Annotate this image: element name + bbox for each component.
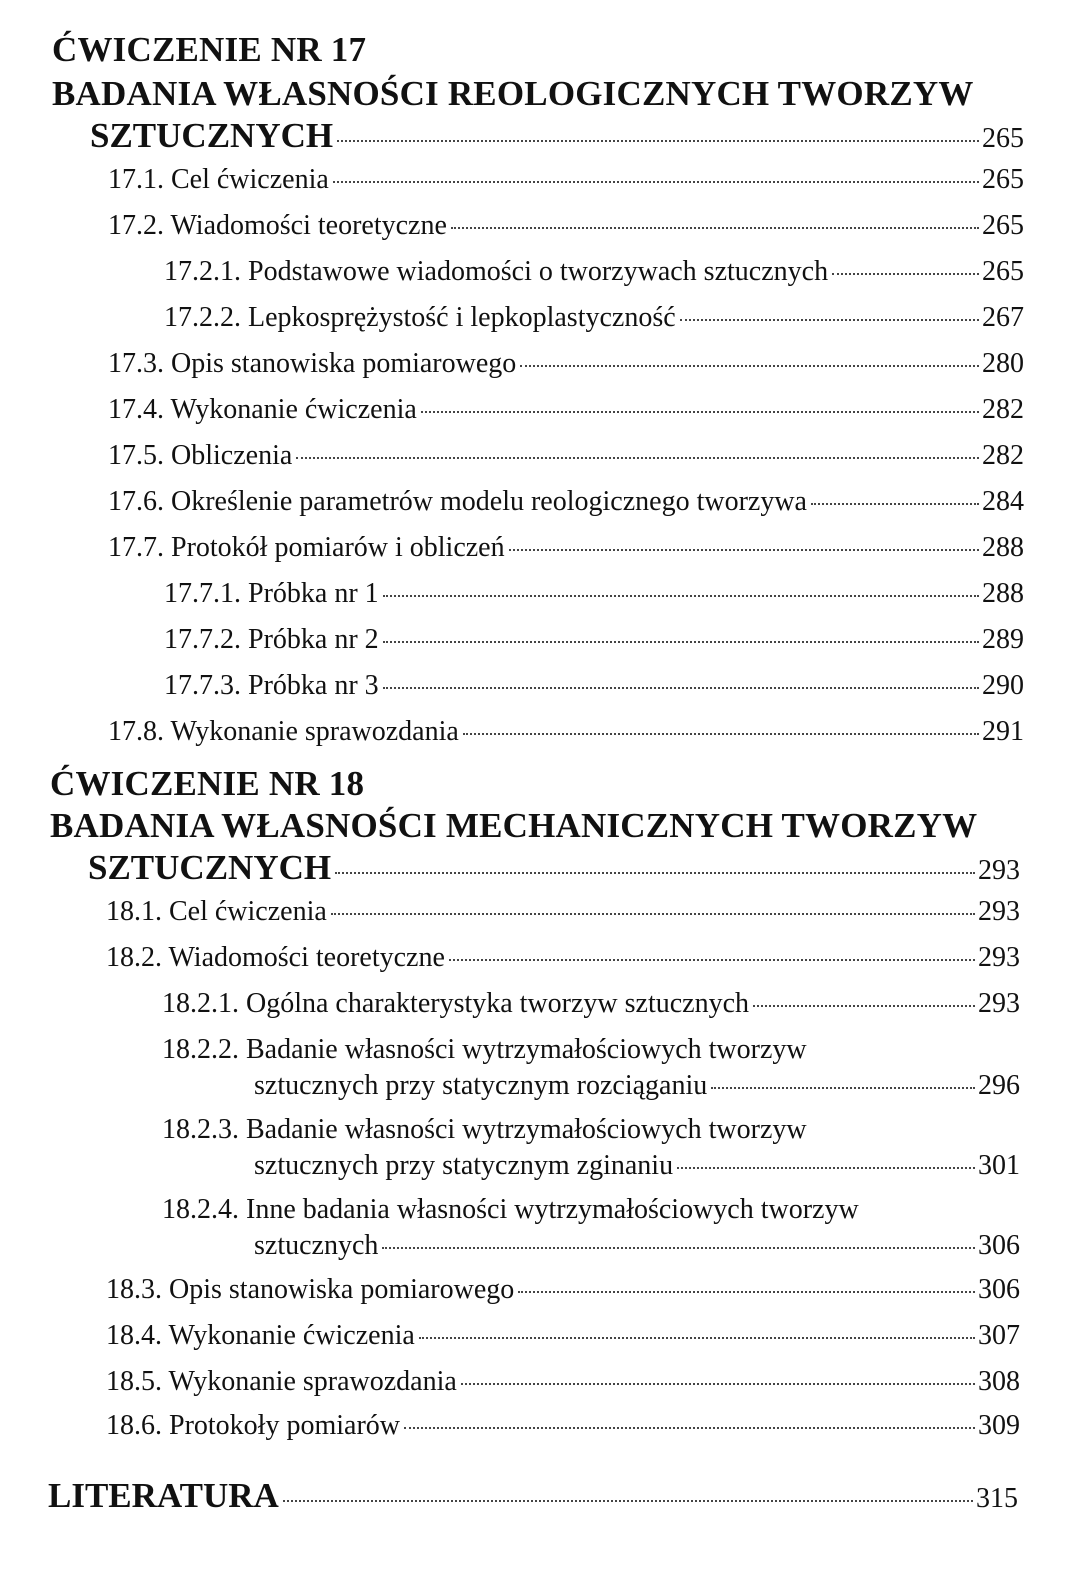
toc-entry-label-cont: sztucznych przy statycznym rozciąganiu xyxy=(254,1070,708,1101)
toc-entry[interactable] xyxy=(254,1226,1020,1266)
dot-leader xyxy=(811,503,979,505)
toc-entry-page: 289 xyxy=(982,624,1024,655)
toc-entry-label: 18.2.1. Ogólna charakterystyka tworzyw sztucznych xyxy=(162,988,750,1019)
toc-entry[interactable] xyxy=(254,1066,1020,1106)
toc-entry-label: LITERATURA xyxy=(48,1476,279,1515)
dot-leader xyxy=(383,595,979,597)
toc-entry-page: 301 xyxy=(978,1150,1020,1181)
toc-entry[interactable] xyxy=(108,528,1024,568)
dot-leader xyxy=(509,549,979,551)
toc-entry-label: 18.2.3. Badanie własności wytrzymałościowych tworzyw xyxy=(162,1114,807,1145)
toc-entry-label: 17.5. Obliczenia xyxy=(108,440,293,471)
dot-leader xyxy=(382,1247,975,1249)
dot-leader xyxy=(449,959,975,961)
toc-entry-page: 265 xyxy=(982,210,1024,241)
dot-leader xyxy=(753,1005,975,1007)
section-18-title: ĆWICZENIE NR 18 xyxy=(50,764,365,803)
toc-entry[interactable] xyxy=(164,298,1024,338)
toc-entry-label: 17.7.2. Próbka nr 2 xyxy=(164,624,379,655)
toc-entry-page: 282 xyxy=(982,440,1024,471)
toc-entry[interactable] xyxy=(106,1406,1020,1446)
toc-entry[interactable] xyxy=(108,160,1024,200)
dot-leader xyxy=(421,411,979,413)
dot-leader xyxy=(518,1291,975,1293)
toc-entry-label: 18.2. Wiadomości teoretyczne xyxy=(106,942,445,973)
toc-entry-label: 17.2.2. Lepkosprężystość i lepkoplastyczność xyxy=(164,302,676,333)
dot-leader xyxy=(680,319,979,321)
dot-leader xyxy=(451,227,979,229)
toc-entry[interactable] xyxy=(108,390,1024,430)
dot-leader xyxy=(832,273,979,275)
toc-entry-label: 17.7.1. Próbka nr 1 xyxy=(164,578,379,609)
toc-entry-label: 17.6. Określenie parametrów modelu reologicznego tworzywa xyxy=(108,486,807,517)
dot-leader xyxy=(419,1337,975,1339)
toc-entry-label: 18.3. Opis stanowiska pomiarowego xyxy=(106,1274,515,1305)
toc-entry-page: 309 xyxy=(978,1410,1020,1441)
dot-leader xyxy=(461,1383,975,1385)
dot-leader xyxy=(283,1500,973,1502)
toc-entry[interactable] xyxy=(106,1316,1020,1356)
dot-leader xyxy=(383,641,979,643)
toc-entry-page: 306 xyxy=(978,1230,1020,1261)
toc-entry-page: 267 xyxy=(982,302,1024,333)
toc-entry-label: 18.6. Protokoły pomiarów xyxy=(106,1410,400,1441)
dot-leader xyxy=(296,457,979,459)
toc-entry-label: SZTUCZNYCH xyxy=(90,116,334,155)
section-17-title: ĆWICZENIE NR 17 xyxy=(52,30,367,69)
toc-entry-label: 17.2. Wiadomości teoretyczne xyxy=(108,210,447,241)
dot-leader xyxy=(404,1427,975,1429)
toc-entry[interactable] xyxy=(106,1270,1020,1310)
dot-leader xyxy=(331,913,975,915)
toc-entry[interactable] xyxy=(164,666,1024,706)
toc-entry-label: SZTUCZNYCH xyxy=(88,848,332,887)
toc-entry[interactable] xyxy=(164,252,1024,292)
dot-leader xyxy=(337,140,979,142)
toc-entry-page: 282 xyxy=(982,394,1024,425)
toc-entry-page: 315 xyxy=(976,1483,1018,1514)
section-18-subtitle: BADANIA WŁASNOŚCI MECHANICZNYCH TWORZYW xyxy=(50,806,978,845)
toc-entry-page: 306 xyxy=(978,1274,1020,1305)
dot-leader xyxy=(463,733,979,735)
toc-entry-page: 265 xyxy=(982,256,1024,287)
toc-entry-label-cont: sztucznych przy statycznym zginaniu xyxy=(254,1150,674,1181)
toc-entry-page: 288 xyxy=(982,578,1024,609)
toc-entry[interactable] xyxy=(108,206,1024,246)
toc-entry-page: 265 xyxy=(982,164,1024,195)
toc-entry[interactable] xyxy=(108,482,1024,522)
toc-entry-label-cont: sztucznych xyxy=(254,1230,379,1261)
dot-leader xyxy=(520,365,979,367)
toc-entry-page: 307 xyxy=(978,1320,1020,1351)
toc-entry-page: 308 xyxy=(978,1366,1020,1397)
dot-leader xyxy=(333,181,979,183)
toc-entry[interactable] xyxy=(254,1146,1020,1186)
toc-entry[interactable] xyxy=(108,712,1024,752)
toc-entry-page: 293 xyxy=(978,942,1020,973)
toc-entry-label: 17.7.3. Próbka nr 3 xyxy=(164,670,379,701)
toc-entry[interactable] xyxy=(164,574,1024,614)
toc-entry[interactable] xyxy=(106,892,1020,932)
section-17-subtitle: BADANIA WŁASNOŚCI REOLOGICZNYCH TWORZYW xyxy=(52,74,974,113)
toc-entry[interactable] xyxy=(164,620,1024,660)
toc-entry-page: 290 xyxy=(982,670,1024,701)
toc-entry-label: 18.2.2. Badanie własności wytrzymałościowych tworzyw xyxy=(162,1034,807,1065)
toc-entry-label: 17.1. Cel ćwiczenia xyxy=(108,164,329,195)
toc-entry-page: 284 xyxy=(982,486,1024,517)
toc-entry-section-17[interactable] xyxy=(90,116,1024,159)
toc-entry-page: 291 xyxy=(982,716,1024,747)
toc-entry-label: 17.2.1. Podstawowe wiadomości o tworzywach sztucznych xyxy=(164,256,829,287)
toc-entry-page: 293 xyxy=(978,896,1020,927)
toc-entry-page: 293 xyxy=(978,855,1020,886)
toc-entry-page: 293 xyxy=(978,988,1020,1019)
toc-entry-page: 280 xyxy=(982,348,1024,379)
toc-entry-page: 296 xyxy=(978,1070,1020,1101)
dot-leader xyxy=(677,1167,975,1169)
toc-entry-label: 17.7. Protokół pomiarów i obliczeń xyxy=(108,532,505,563)
toc-entry-label: 18.4. Wykonanie ćwiczenia xyxy=(106,1320,415,1351)
toc-entry-label: 17.8. Wykonanie sprawozdania xyxy=(108,716,459,747)
toc-entry[interactable] xyxy=(162,984,1020,1024)
toc-entry-page: 265 xyxy=(982,123,1024,154)
dot-leader xyxy=(711,1087,975,1089)
toc-entry-label: 17.4. Wykonanie ćwiczenia xyxy=(108,394,417,425)
toc-entry-label: 18.5. Wykonanie sprawozdania xyxy=(106,1366,457,1397)
toc-entry[interactable] xyxy=(106,1362,1020,1402)
toc-entry[interactable] xyxy=(108,344,1024,384)
dot-leader xyxy=(383,687,979,689)
toc-entry-literature[interactable] xyxy=(48,1476,1018,1519)
toc-entry-label: 18.2.4. Inne badania własności wytrzymałościowych tworzyw xyxy=(162,1194,859,1225)
dot-leader xyxy=(335,872,975,874)
toc-entry[interactable] xyxy=(106,938,1020,978)
toc-entry-section-18[interactable] xyxy=(88,848,1020,891)
toc-entry-label: 17.3. Opis stanowiska pomiarowego xyxy=(108,348,517,379)
toc-entry[interactable] xyxy=(108,436,1024,476)
toc-entry-label: 18.1. Cel ćwiczenia xyxy=(106,896,327,927)
toc-entry-page: 288 xyxy=(982,532,1024,563)
